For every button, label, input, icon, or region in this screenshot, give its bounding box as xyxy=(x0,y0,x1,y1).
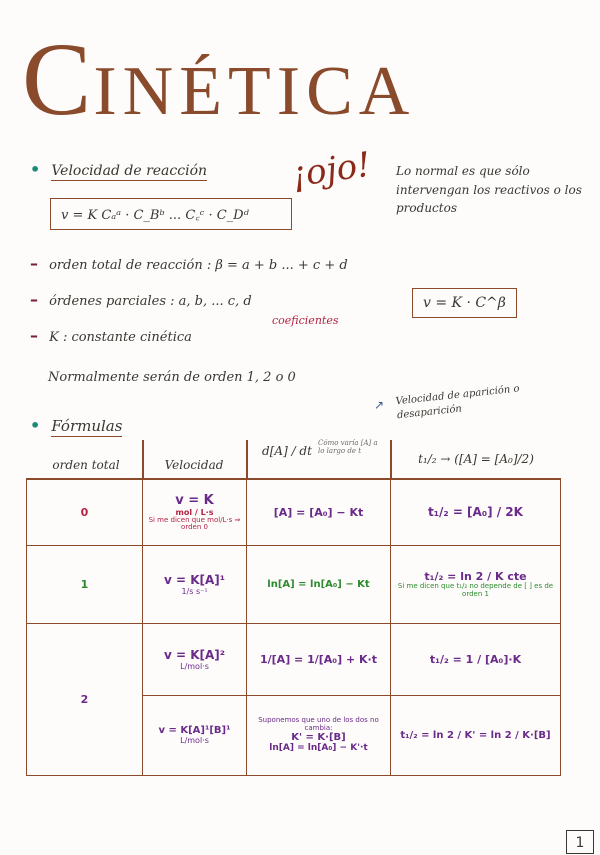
formulas-heading: Fórmulas xyxy=(51,417,123,435)
velocidad-note: Lo normal es que sólo intervengan los reactivos o los productos xyxy=(396,164,582,216)
velocidad-heading: Velocidad de reacción xyxy=(51,163,208,179)
half-life-cell: t₁/₂ = 1 / [A₀]·K xyxy=(391,623,561,695)
integrated-cell: ln[A] = ln[A₀] − Kt xyxy=(247,545,391,623)
velocidad-heading-row xyxy=(30,160,207,179)
header-velocidad: Velocidad xyxy=(164,458,224,472)
list-item xyxy=(30,254,348,273)
integrated-formula: ln[A] = ln[A₀] − K'·t xyxy=(269,743,368,754)
ojo-exclamation: ¡ojo! xyxy=(289,144,374,196)
order-cell: 0 xyxy=(27,479,143,545)
title-initial: C xyxy=(22,22,94,137)
header-divider xyxy=(142,440,144,480)
half-life-cell xyxy=(391,545,561,623)
velocity-formula: v = K[A]² xyxy=(163,647,226,662)
velocity-units: L/mol·s xyxy=(180,736,209,745)
order-cell: 1 xyxy=(27,545,143,623)
half-life-formula: t₁/₂ = ln 2 / K cte xyxy=(424,569,527,583)
list-item xyxy=(30,326,192,345)
half-life-cell: t₁/₂ = [A₀] / 2K xyxy=(391,479,561,545)
arrow-note: Velocidad de aparición o desaparición xyxy=(395,383,521,422)
title-rest: INÉTICA xyxy=(93,53,416,130)
arrow-icon: ↗ xyxy=(374,398,385,412)
velocidad-formula: v = K Cₐᵃ · C_Bᵇ ... C꜀ᶜ · C_Dᵈ xyxy=(50,198,292,230)
velocity-cell xyxy=(143,695,247,775)
header-divider xyxy=(246,440,248,480)
formulas-table xyxy=(26,478,561,776)
dash-icon: – xyxy=(30,254,38,273)
velocity-cell xyxy=(143,545,247,623)
order-cell: 2 xyxy=(27,623,143,775)
velocity-formula: v = K xyxy=(175,492,214,508)
integrated-note: Suponemos que uno de los dos no cambia: xyxy=(258,715,379,732)
list-item-text: órdenes parciales : a, b, ... c, d xyxy=(49,294,252,309)
header-half-life: t₁/₂ → ([A] = [A₀]/2) xyxy=(418,452,534,466)
table-row xyxy=(27,545,561,623)
table-row xyxy=(27,623,561,695)
velocity-units: L/mol·s xyxy=(180,661,209,671)
velocity-units: 1/s s⁻¹ xyxy=(181,586,208,596)
page-number: 1 xyxy=(566,830,594,854)
velocity-units: mol / L·s xyxy=(175,507,214,517)
integrated-cell xyxy=(247,695,391,775)
dash-icon: – xyxy=(30,326,38,345)
list-item xyxy=(30,290,252,309)
header-orden: orden total xyxy=(52,458,120,472)
velocity-cell xyxy=(143,623,247,695)
orden-note: Normalmente serán de orden 1, 2 o 0 xyxy=(48,370,296,385)
header-rate-note: Cómo varía [A] a lo largo de t xyxy=(318,439,378,455)
dash-icon: – xyxy=(30,290,38,309)
bullet-icon: • xyxy=(30,416,41,435)
half-life-cell: t₁/₂ = ln 2 / K' = ln 2 / K·[B] xyxy=(391,695,561,775)
coeficientes-label: coeficientes xyxy=(272,314,339,327)
list-item-text: K : constante cinética xyxy=(49,330,192,345)
header-rate: d[A] / dt xyxy=(262,444,312,458)
orden-formula-box: v = K · C^β xyxy=(412,288,517,318)
half-life-note: Si me dicen que t₁/₂ no depende de [ ] es de orden 1 xyxy=(397,581,554,598)
bullet-icon: • xyxy=(30,160,41,179)
formulas-heading-row xyxy=(30,416,122,435)
velocity-formula: v = K[A]¹[B]¹ xyxy=(158,725,231,736)
table-row xyxy=(27,479,561,545)
list-item-text: orden total de reacción : β = a + b ... + c + d xyxy=(49,258,348,273)
header-divider xyxy=(390,440,392,480)
integrated-cell: 1/[A] = 1/[A₀] + K·t xyxy=(247,623,391,695)
velocity-cell xyxy=(143,479,247,545)
velocity-units-note: Si me dicen que mol/L·s ⇒ orden 0 xyxy=(148,515,241,532)
integrated-cell: [A] = [A₀] − Kt xyxy=(247,479,391,545)
page-title xyxy=(22,22,416,137)
velocity-formula: v = K[A]¹ xyxy=(163,572,226,587)
integrated-k-prime: K' = K·[B] xyxy=(291,732,346,744)
